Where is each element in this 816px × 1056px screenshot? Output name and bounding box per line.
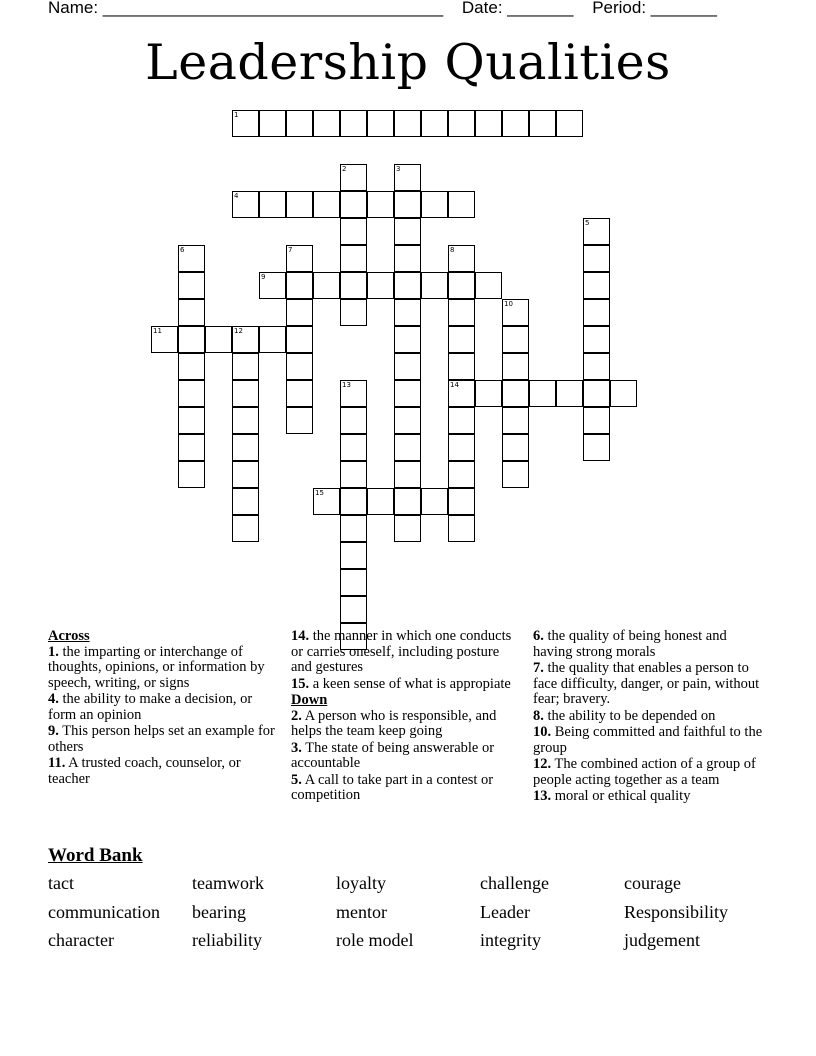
- clue-across-1: 1. the imparting or interchange of thoughts, opinions, or information by speech, writing, or signs: [48, 643, 265, 691]
- word-bank-item: loyalty: [336, 873, 386, 893]
- crossword-cell[interactable]: [529, 380, 556, 407]
- crossword-cell[interactable]: [232, 434, 259, 461]
- crossword-cell[interactable]: [178, 380, 205, 407]
- clue-number: 6: [180, 246, 185, 254]
- page-title: Leadership Qualities: [145, 34, 671, 91]
- crossword-cell[interactable]: [583, 353, 610, 380]
- crossword-cell[interactable]: [286, 191, 313, 218]
- clue-down-12: 12. The combined action of a group of people acting together as a team: [533, 756, 756, 788]
- crossword-cell[interactable]: [448, 515, 475, 542]
- crossword-cell[interactable]: [502, 353, 529, 380]
- crossword-cell[interactable]: [394, 407, 421, 434]
- crossword-cell[interactable]: [583, 272, 610, 299]
- clue-down-7: 7. the quality that enables a person to face difficulty, danger, or pain, without fear; bravery.: [533, 660, 760, 707]
- crossword-cell[interactable]: [394, 272, 421, 299]
- crossword-cell[interactable]: [394, 191, 421, 218]
- word-bank-item: judgement: [624, 930, 700, 950]
- crossword-cell[interactable]: [448, 299, 475, 326]
- clues-column-1: [48, 629, 280, 788]
- crossword-cell[interactable]: [502, 434, 529, 461]
- clue-down-6: 6. the quality of being honest and having strong morals: [533, 628, 727, 660]
- crossword-cell[interactable]: [340, 569, 367, 596]
- crossword-cell[interactable]: [394, 488, 421, 515]
- clues-column-2: [291, 629, 523, 805]
- crossword-cell[interactable]: [394, 218, 421, 245]
- crossword-cell[interactable]: [340, 488, 367, 515]
- crossword-cell[interactable]: [340, 542, 367, 569]
- crossword-cell[interactable]: [340, 461, 367, 488]
- clue-number: 14: [450, 381, 459, 389]
- crossword-cell[interactable]: [583, 380, 610, 407]
- crossword-cell[interactable]: [178, 461, 205, 488]
- clue-number: 1: [234, 111, 239, 119]
- clue-down-2: 2. A person who is responsible, and helps the team keep going: [291, 707, 497, 739]
- word-bank-item: mentor: [336, 902, 387, 922]
- clue-number: 15: [315, 489, 324, 497]
- crossword-cell[interactable]: [313, 191, 340, 218]
- crossword-cell[interactable]: [448, 407, 475, 434]
- word-bank-item: reliability: [192, 930, 262, 950]
- word-bank-item: bearing: [192, 902, 246, 922]
- word-bank-item: role model: [336, 930, 414, 950]
- crossword-cell[interactable]: [286, 272, 313, 299]
- crossword-cell[interactable]: [232, 407, 259, 434]
- crossword-cell[interactable]: [610, 380, 637, 407]
- word-bank-item: courage: [624, 873, 681, 893]
- crossword-cell[interactable]: [286, 326, 313, 353]
- crossword-cell[interactable]: [340, 218, 367, 245]
- crossword-cell[interactable]: [340, 596, 367, 623]
- crossword-cell[interactable]: [340, 191, 367, 218]
- clue-number: 13: [342, 381, 351, 389]
- word-bank-item: character: [48, 930, 114, 950]
- crossword-cell[interactable]: [205, 326, 232, 353]
- crossword-cell[interactable]: [340, 245, 367, 272]
- crossword-cell[interactable]: [448, 488, 475, 515]
- clue-down-5: 5. A call to take part in a contest or competition: [291, 771, 494, 803]
- crossword-cell[interactable]: [259, 191, 286, 218]
- crossword-cell[interactable]: [448, 461, 475, 488]
- crossword-cell[interactable]: [394, 461, 421, 488]
- crossword-cell[interactable]: [394, 380, 421, 407]
- clue-number: 9: [261, 273, 266, 281]
- crossword-cell[interactable]: [529, 110, 556, 137]
- crossword-cell[interactable]: [502, 407, 529, 434]
- crossword-cell[interactable]: [502, 461, 529, 488]
- crossword-cell[interactable]: [313, 110, 340, 137]
- crossword-cell[interactable]: [178, 434, 205, 461]
- clue-number: 5: [585, 219, 590, 227]
- crossword-cell[interactable]: [367, 488, 394, 515]
- crossword-cell[interactable]: [340, 272, 367, 299]
- crossword-cell[interactable]: [502, 380, 529, 407]
- crossword-cell[interactable]: [232, 380, 259, 407]
- crossword-cell[interactable]: [340, 110, 367, 137]
- crossword-cell[interactable]: [448, 191, 475, 218]
- clue-across-14: 14. the manner in which one conducts or carries oneself, including posture and gestures: [291, 628, 512, 675]
- clue-down-13: 13. moral or ethical quality: [533, 788, 691, 804]
- crossword-cell[interactable]: [583, 326, 610, 353]
- crossword-cell[interactable]: [394, 326, 421, 353]
- crossword-cell[interactable]: [448, 326, 475, 353]
- clue-across-15: 15. a keen sense of what is appropiate: [291, 675, 511, 692]
- clue-number: 10: [504, 300, 513, 308]
- crossword-cell[interactable]: [178, 299, 205, 326]
- crossword-cell[interactable]: [394, 353, 421, 380]
- clue-down-10: 10. Being committed and faithful to the group: [533, 724, 763, 756]
- crossword-cell[interactable]: [448, 434, 475, 461]
- crossword-cell[interactable]: [475, 380, 502, 407]
- clue-across-9: 9. This person helps set an example for others: [48, 723, 275, 755]
- crossword-cell[interactable]: [475, 110, 502, 137]
- date-field[interactable]: Date: _______: [461, 0, 574, 17]
- crossword-cell[interactable]: [448, 272, 475, 299]
- clues-column-3: [533, 629, 765, 806]
- crossword-cell[interactable]: [286, 407, 313, 434]
- crossword-cell[interactable]: [394, 434, 421, 461]
- crossword-cell[interactable]: [502, 110, 529, 137]
- word-bank-title: Word Bank: [48, 845, 143, 866]
- crossword-cell[interactable]: [583, 407, 610, 434]
- crossword-cell[interactable]: [313, 272, 340, 299]
- crossword-cell[interactable]: [583, 299, 610, 326]
- clue-number: 2: [342, 165, 347, 173]
- clue-number: 3: [396, 165, 401, 173]
- crossword-cell[interactable]: [340, 515, 367, 542]
- crossword-cell[interactable]: [232, 461, 259, 488]
- clue-across-4: 4. the ability to make a decision, or form an opinion: [48, 691, 253, 723]
- crossword-cell[interactable]: [448, 353, 475, 380]
- clue-down-8: 8. the ability to be depended on: [533, 707, 716, 724]
- crossword-cell[interactable]: [232, 515, 259, 542]
- crossword-cell[interactable]: [367, 110, 394, 137]
- crossword-cell[interactable]: [583, 245, 610, 272]
- crossword-cell[interactable]: [340, 434, 367, 461]
- clue-number: 4: [234, 192, 239, 200]
- crossword-cell[interactable]: [421, 191, 448, 218]
- crossword-cell[interactable]: [232, 488, 259, 515]
- word-bank-item: Responsibility: [624, 902, 729, 922]
- crossword-cell[interactable]: [475, 272, 502, 299]
- word-bank-item: Leader: [480, 902, 530, 922]
- clue-number: 11: [153, 327, 162, 335]
- word-bank-item: teamwork: [192, 873, 264, 893]
- crossword-cell[interactable]: [502, 326, 529, 353]
- crossword-cell[interactable]: [340, 407, 367, 434]
- clue-number: 12: [234, 327, 243, 335]
- crossword-cell[interactable]: [259, 326, 286, 353]
- crossword-cell[interactable]: [340, 299, 367, 326]
- crossword-cell[interactable]: [421, 110, 448, 137]
- clue-number: 7: [288, 246, 293, 254]
- crossword-cell[interactable]: [583, 434, 610, 461]
- down-heading: Down: [291, 692, 328, 708]
- crossword-cell[interactable]: [232, 353, 259, 380]
- clue-across-11: 11. A trusted coach, counselor, or teacher: [48, 755, 241, 787]
- crossword-cell[interactable]: [367, 191, 394, 218]
- crossword-cell[interactable]: [556, 110, 583, 137]
- crossword-cell[interactable]: [556, 380, 583, 407]
- crossword-cell[interactable]: [178, 353, 205, 380]
- crossword-cell[interactable]: [286, 353, 313, 380]
- crossword-cell[interactable]: [421, 272, 448, 299]
- crossword-cell[interactable]: [367, 272, 394, 299]
- crossword-cell[interactable]: [178, 272, 205, 299]
- word-bank-item: communication: [48, 902, 160, 922]
- crossword-cell[interactable]: [286, 110, 313, 137]
- crossword-cell[interactable]: [394, 299, 421, 326]
- crossword-cell[interactable]: [286, 299, 313, 326]
- word-bank-item: tact: [48, 873, 74, 893]
- crossword-cell[interactable]: [394, 110, 421, 137]
- word-bank-item: challenge: [480, 873, 549, 893]
- name-field[interactable]: Name: ____________________________________: [48, 0, 444, 17]
- clue-down-3: 3. The state of being answerable or accountable: [291, 739, 495, 771]
- across-heading: Across: [48, 628, 90, 644]
- crossword-cell[interactable]: [421, 488, 448, 515]
- crossword-cell[interactable]: [286, 380, 313, 407]
- crossword-cell[interactable]: [178, 326, 205, 353]
- crossword-cell[interactable]: [394, 245, 421, 272]
- crossword-cell[interactable]: [394, 515, 421, 542]
- word-bank-item: integrity: [480, 930, 541, 950]
- crossword-cell[interactable]: [259, 110, 286, 137]
- period-field[interactable]: Period: _______: [592, 0, 717, 17]
- crossword-cell[interactable]: [178, 407, 205, 434]
- clue-number: 8: [450, 246, 455, 254]
- crossword-cell[interactable]: [448, 110, 475, 137]
